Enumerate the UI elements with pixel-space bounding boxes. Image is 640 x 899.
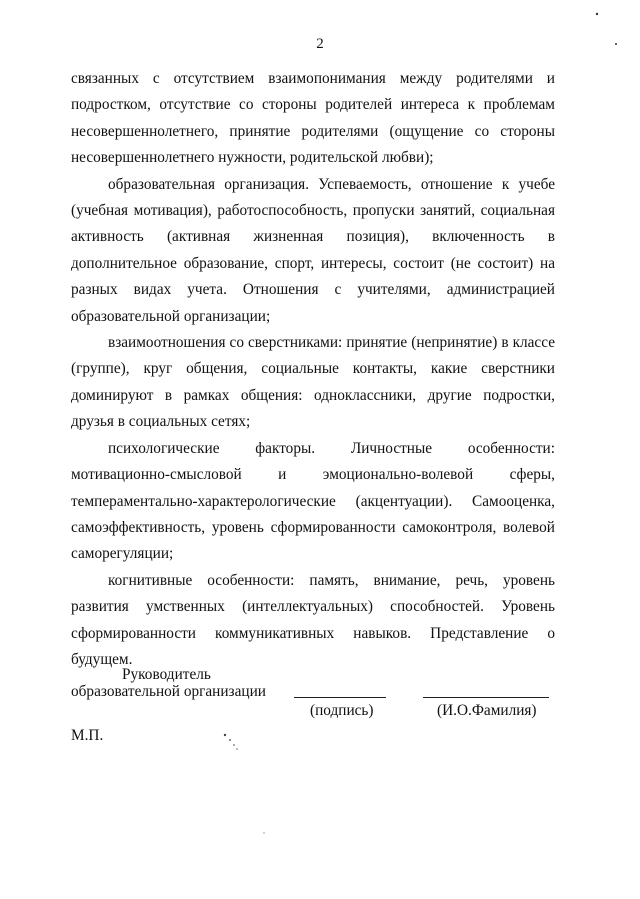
stamp-label: М.П. xyxy=(71,727,104,744)
signatory-role: Руководитель xyxy=(122,666,211,683)
paragraph-peer-relations: взаимоотношения со сверстниками: принятие (непринятие) в классе (группе), круг общения, социальные контакты, какие сверстники доминируют в рамках общения: одноклассники, другие подростки, друзья в социальных сетях; xyxy=(71,334,555,431)
body-text xyxy=(71,66,555,673)
paragraph-family-relations: связанных с отсутствием взаимопонимания между родителями и подростком, отсутствие со стороны родителей интереса к проблемам несовершеннолетнего, принятие родителями (ощущение со стороны несовершеннолетнего нужности, родительской любви); xyxy=(71,70,555,167)
page-number: 2 xyxy=(316,36,324,52)
paragraph-educational-organization: образовательная организация. Успеваемость, отношение к учебе (учебная мотивация), работоспособность, пропуски занятий, социальная активность (активная жизненная позиция), включенность в дополнительное образование, спорт, интересы, состоит (не состоит) на разных видах учета. Отношения с учителями, администрацией образовательной организации; xyxy=(71,175,555,325)
paragraph-psychological-factors: психологические факторы. Личностные особенности: мотивационно-смысловой и эмоционально-волевой сферы, темпераментально-характерологические (акцентуации). Самооценка, самоэффективность, уровень сформированности самоконтроля, волевой саморегуляции; xyxy=(71,439,555,563)
name-caption: (И.О.Фамилия) xyxy=(437,702,537,719)
paragraph-cognitive-features: когнитивные особенности: память, внимание, речь, уровень развития умственных (интеллектуальных) способностей. Уровень сформированности коммуникативных навыков. Представление о будущем. xyxy=(71,571,555,668)
name-line xyxy=(423,697,549,698)
signature-line xyxy=(294,697,386,698)
signatory-organization: образовательной организации xyxy=(71,683,266,700)
signature-caption: (подпись) xyxy=(310,702,374,719)
